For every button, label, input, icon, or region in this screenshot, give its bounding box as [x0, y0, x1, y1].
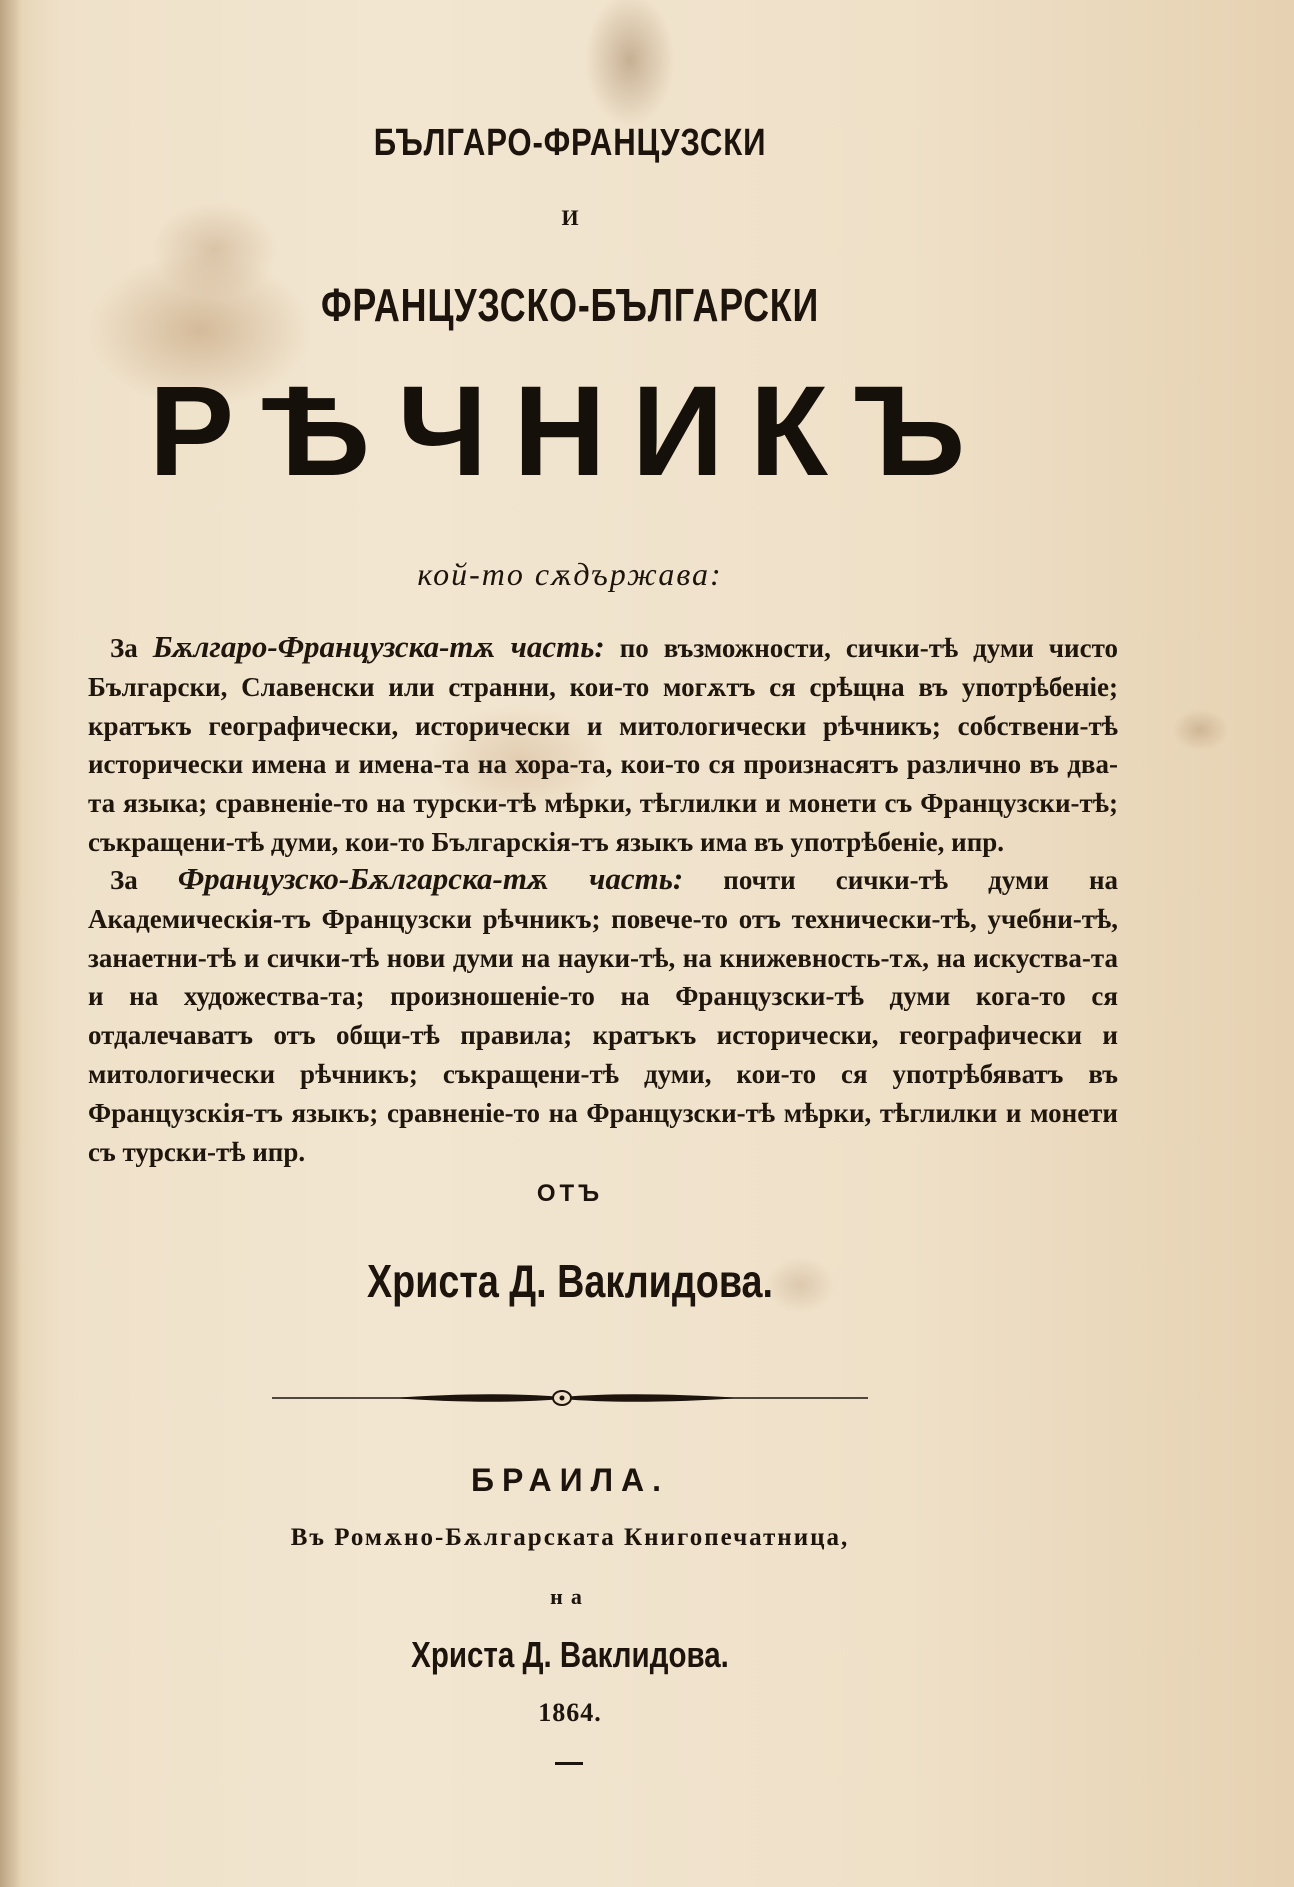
part-heading-bulgarian-french: Бѫлгаро-Французска-тѫ часть:	[152, 629, 605, 664]
paragraph-text: по възможности, сички-тѣ думи чисто Български, Славенски или странни, кои-то могѫтъ ся срѣщна въ употрѣбеніе; кратъкъ географически, исторически и митологически рѣчникъ; собствени-тѣ исторически имена и имена-та на хора-та, кои-то ся произнасятъ различно въ два-та языка; сравненіе-то на турски-тѣ мѣрки, тѣглилки и монети съ Французски-тѣ; съкращени-тѣ думи, кои-то Българскія-тъ языкъ има въ употрѣбеніе, ипр.	[88, 633, 1118, 857]
main-title: РѢЧНИКЪ	[148, 360, 992, 503]
by-label: ОТЪ	[536, 1180, 604, 1207]
title-conjunction: И	[561, 205, 579, 230]
ornamental-rule-icon	[272, 1378, 868, 1418]
author-name: Христа Д. Ваклидова.	[367, 1255, 773, 1307]
part-heading-french-bulgarian: Французско-Бѫлгарска-тѫ часть:	[177, 861, 684, 896]
title-line-3: ФРАНЦУЗСКО-БЪЛГАРСКИ	[320, 279, 820, 331]
paragraph-lead: За	[110, 633, 138, 663]
imprint-press: Въ Ромѫно-Бѫлгарската Книгопечатница,	[290, 1524, 850, 1551]
imprint-city: БРАИЛА.	[470, 1462, 670, 1498]
imprint-printer: Христа Д. Ваклидова.	[411, 1634, 729, 1675]
description-paragraph-2	[88, 860, 1118, 1171]
description-paragraph-1	[88, 628, 1118, 862]
imprint-year: 1864.	[538, 1698, 602, 1727]
title-line-1: БЪЛГАРО-ФРАНЦУЗСКИ	[373, 122, 767, 164]
subtitle: кой-то сѫдържава:	[417, 556, 723, 592]
imprint-of: на	[550, 1584, 590, 1609]
paragraph-text: почти сички-тѣ думи на Академическія-тъ Французски рѣчникъ; повече-то отъ технически-тѣ, учебни-тѣ, занаетни-тѣ и сички-тѣ нови думи на науки-тѣ, на книжевность-тѫ, на искуства-та и на художества-та; произношеніе-то на Французски-тѣ думи кога-то ся отдалечаватъ отъ общи-тѣ правила; кратъкъ исторически, географически и митологически рѣчникъ; съкращени-тѣ думи, кои-то ся употрѣбяватъ въ Французскія-тъ языкъ; сравненіе-то на Французски-тѣ мѣрки, тѣглилки и монети съ турски-тѣ ипр.	[88, 865, 1119, 1167]
closing-dash	[555, 1762, 583, 1765]
paragraph-lead: За	[110, 865, 138, 895]
